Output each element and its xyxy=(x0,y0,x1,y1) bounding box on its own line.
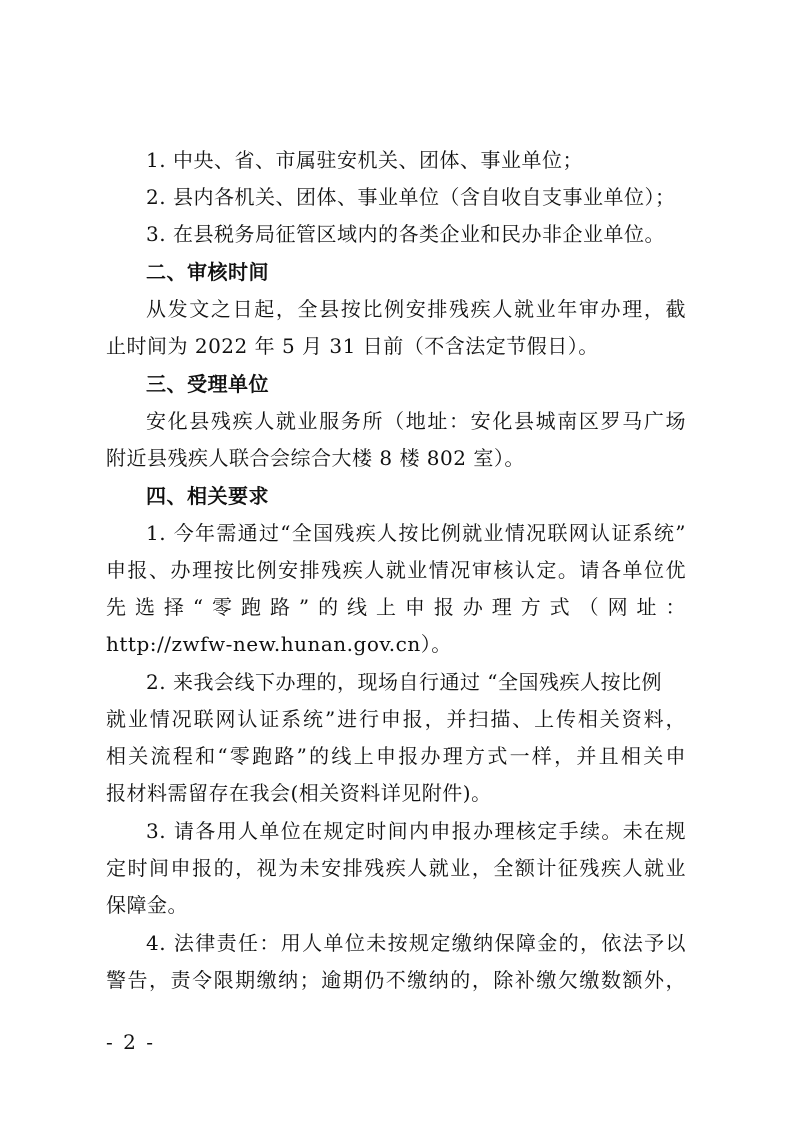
page-number: - 2 - xyxy=(106,1030,155,1054)
paragraph-line: 安化县残疾人就业服务所（地址：安化县城南区罗马广场 xyxy=(146,409,686,433)
paragraph-line: 保障金。 xyxy=(106,893,188,917)
paragraph-line: 就业情况联网认证系统”进行申报，并扫描、上传相关资料， xyxy=(106,707,686,731)
url-line: http://zwfw-new.hunan.gov.cn）。 xyxy=(106,632,452,656)
list-item-3: 3. 在县税务局征管区域内的各类企业和民办非企业单位。 xyxy=(146,222,665,246)
paragraph-line: 警告，责令限期缴纳；逾期仍不缴纳的，除补缴欠缴数额外， xyxy=(106,968,686,992)
paragraph-line: 定时间申报的，视为未安排残疾人就业，全额计征残疾人就业 xyxy=(106,856,686,880)
paragraph-line: 申报、办理按比例安排残疾人就业情况审核认定。请各单位优 xyxy=(106,558,686,582)
paragraph-line: 附近县残疾人联合会综合大楼 8 楼 802 室）。 xyxy=(106,446,525,470)
paragraph-line: 止时间为 2022 年 5 月 31 日前（不含法定节假日）。 xyxy=(106,334,599,358)
list-item-1: 1. 中央、省、市属驻安机关、团体、事业单位； xyxy=(146,148,583,172)
section-heading-requirements: 四、相关要求 xyxy=(146,484,269,508)
paragraph-line: 3. 请各用人单位在规定时间内申报办理核定手续。未在规 xyxy=(146,819,686,843)
list-item-2: 2. 县内各机关、团体、事业单位（含自收自支事业单位）； xyxy=(146,185,676,209)
paragraph-line: 报材料需留存在我会(相关资料详见附件)。 xyxy=(106,781,492,805)
section-heading-accepting-unit: 三、受理单位 xyxy=(146,372,269,396)
paragraph-line: 1. 今年需通过“全国残疾人按比例就业情况联网认证系统” xyxy=(146,521,686,545)
paragraph-line: 从发文之日起，全县按比例安排残疾人就业年审办理，截 xyxy=(146,297,686,321)
paragraph-line: 相关流程和“零跑路”的线上申报办理方式一样，并且相关申 xyxy=(106,744,686,768)
paragraph-line: 4. 法律责任：用人单位未按规定缴纳保障金的，依法予以 xyxy=(146,931,686,955)
section-heading-review-time: 二、审核时间 xyxy=(146,260,269,284)
paragraph-line: 2. 来我会线下办理的，现场自行通过 “全国残疾人按比例 xyxy=(146,670,663,694)
paragraph-line: 先选择“零跑路”的线上申报办理方式（网址： xyxy=(106,595,686,619)
